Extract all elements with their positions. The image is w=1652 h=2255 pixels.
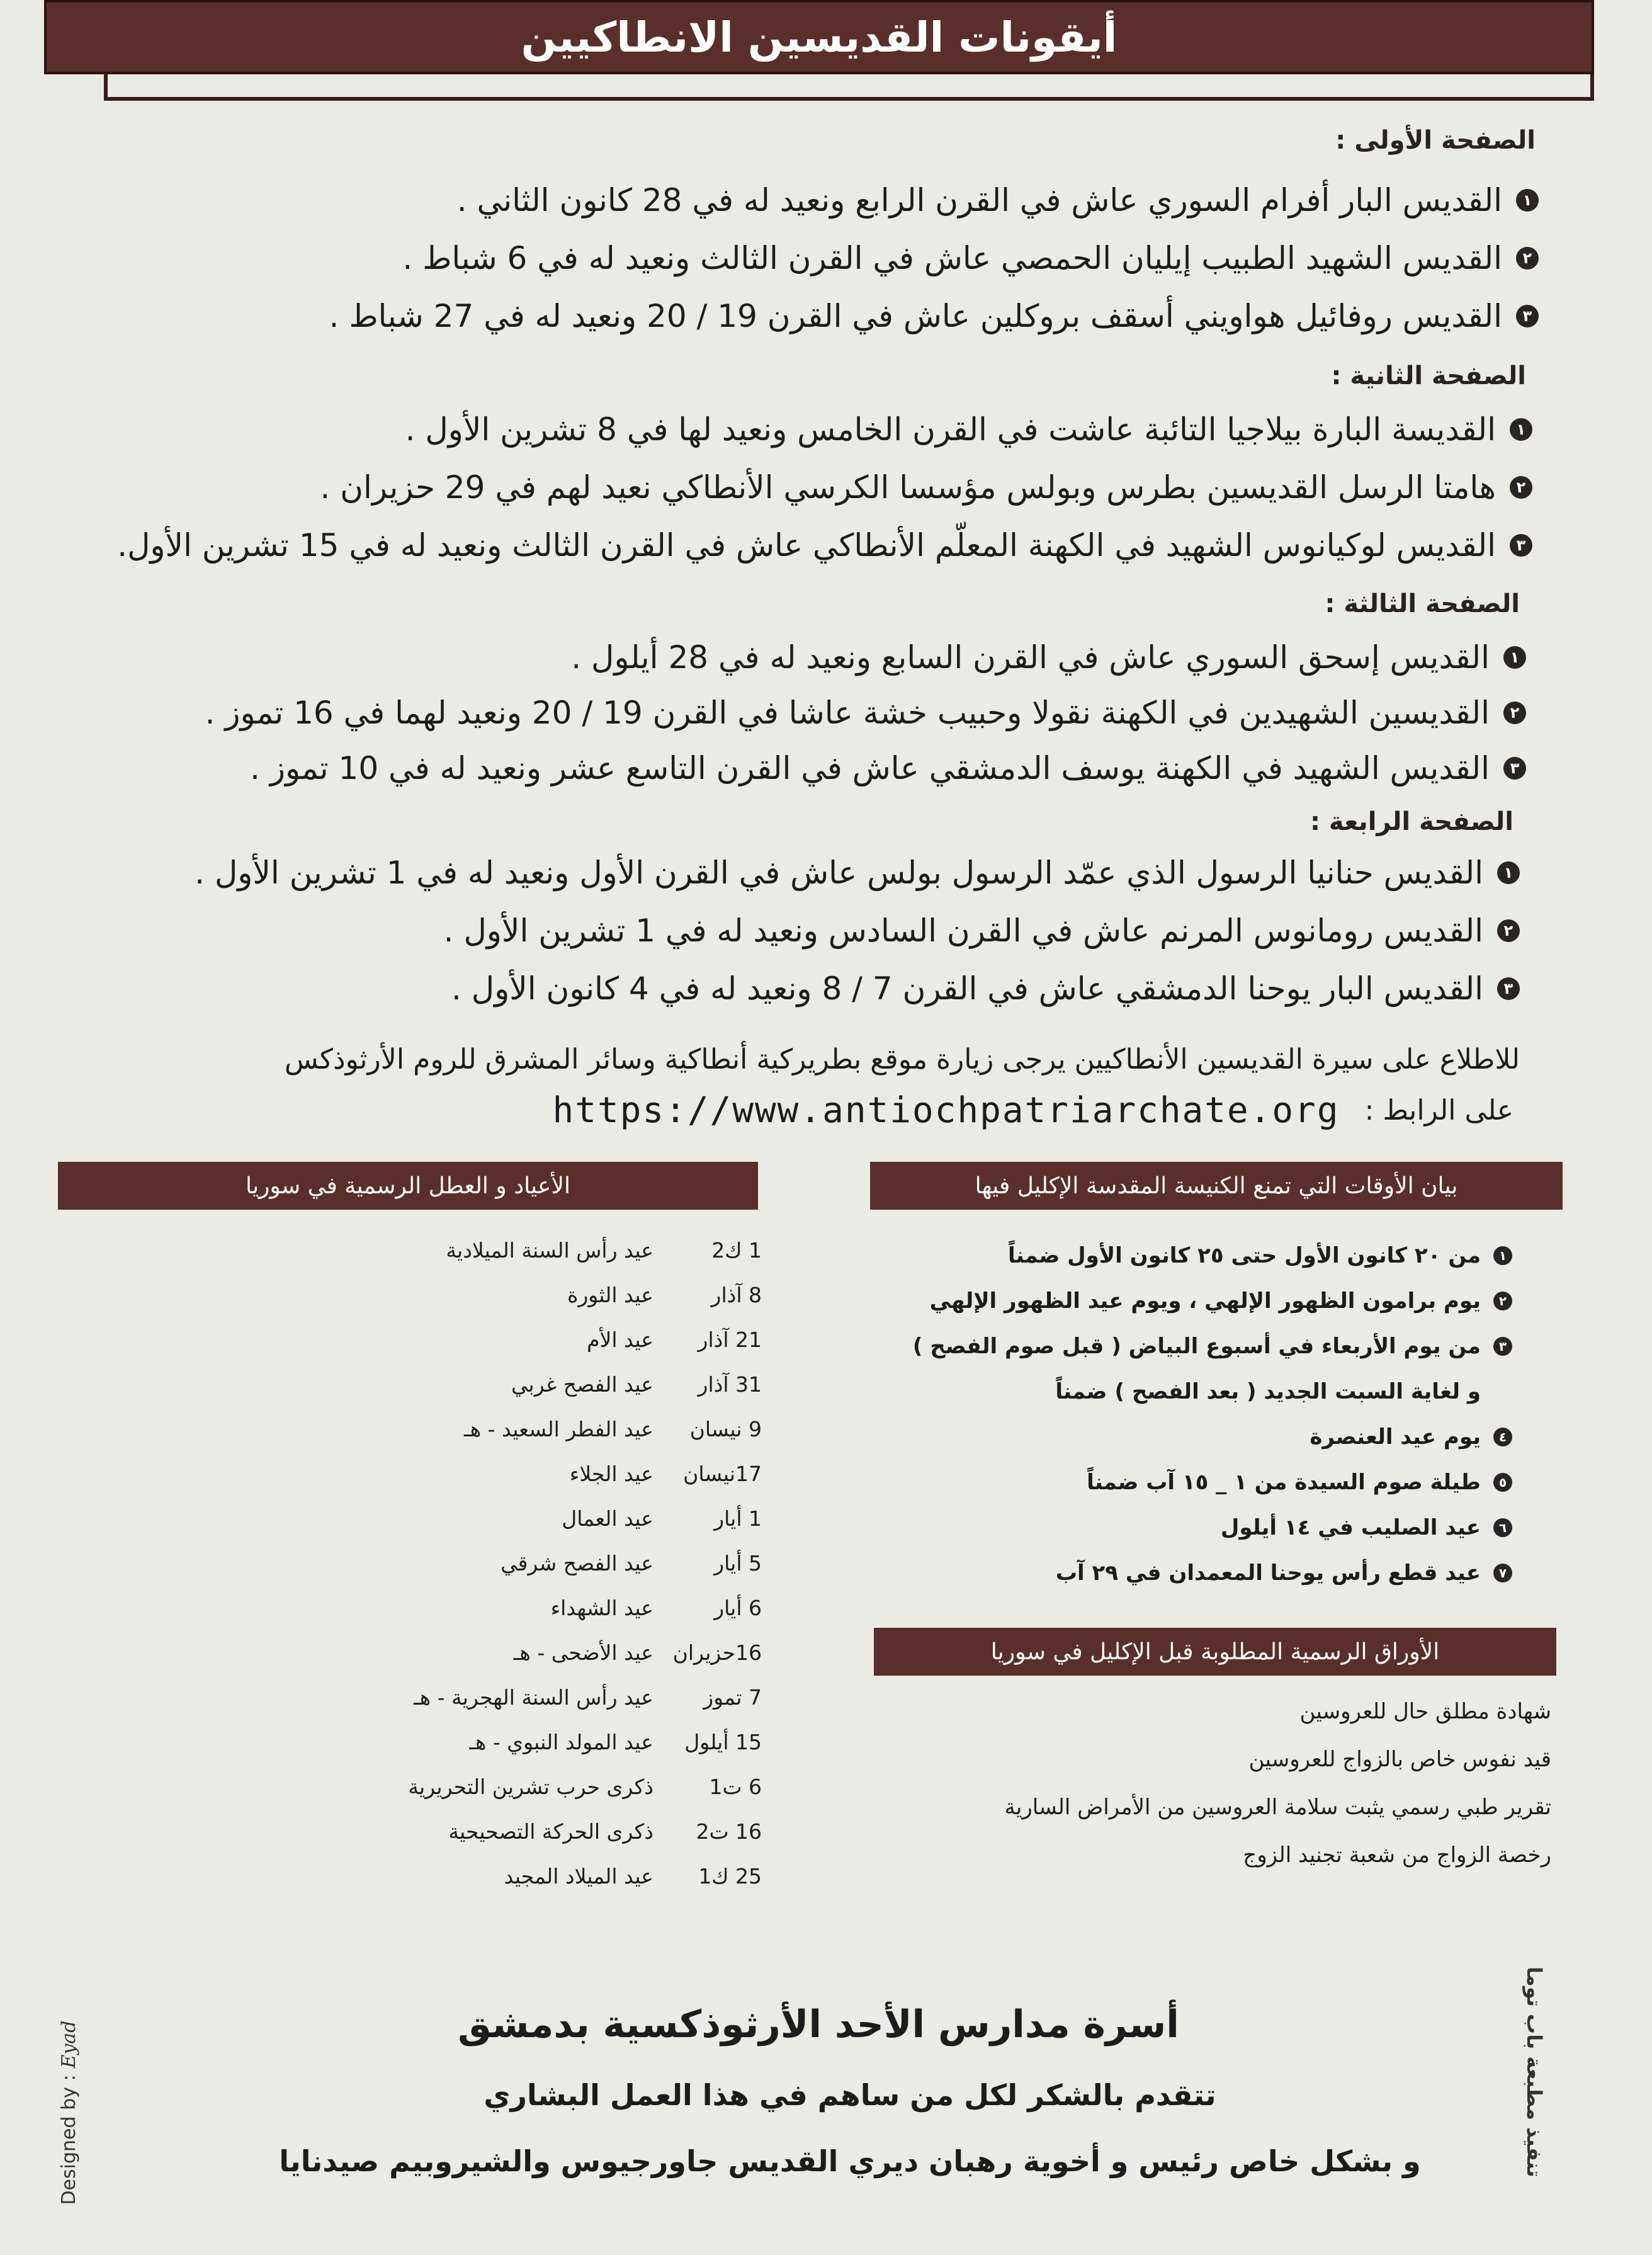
item-text: عيد الصليب في ١٤ أيلول <box>1220 1515 1481 1540</box>
documents-title: الأوراق الرسمية المطلوبة قبل الإكليل في سوريا <box>990 1639 1440 1665</box>
list-item <box>820 1233 1512 1278</box>
wedding-times-list <box>820 1233 1512 1596</box>
holiday-date: 8 آذار <box>711 1283 762 1307</box>
item-text: القديس البار يوحنا الدمشقي عاش في القرن 7 / 8 ونعيد له في 4 كانون الأول . <box>451 970 1483 1007</box>
designed-by-text: Designed by : <box>58 2074 80 2205</box>
page-3-heading: الصفحة الثالثة : <box>1325 589 1520 618</box>
list-item <box>15 741 1526 796</box>
holiday-date: 21 آذار <box>698 1327 762 1352</box>
item-text: القديس البار أفرام السوري عاش في القرن الرابع ونعيد له في 28 كانون الثاني . <box>456 182 1502 219</box>
table-row <box>390 1764 762 1809</box>
wedding-times-title: بيان الأوقات التي تمنع الكنيسة المقدسة الإكليل فيها <box>975 1173 1458 1199</box>
item-text: القديس إسحق السوري عاش في القرن السابع ونعيد له في 28 أيلول . <box>571 639 1490 676</box>
item-text: القديس حنانيا الرسول الذي عمّد الرسول بولس عاش في القرن الأول ونعيد له في 1 تشرين الأول . <box>195 855 1483 891</box>
holiday-name: عيد الميلاد المجيد <box>504 1864 653 1889</box>
list-item <box>9 960 1520 1018</box>
holiday-date: 25 ك1 <box>698 1864 762 1889</box>
footer-org: أسرة مدارس الأحد الأرثوذكسية بدمشق <box>458 2002 1179 2047</box>
table-row <box>390 1854 762 1899</box>
number-badge: ٢ <box>1497 919 1520 942</box>
list-item <box>15 630 1526 685</box>
table-row <box>390 1362 762 1407</box>
number-badge: ٣ <box>1497 977 1520 1000</box>
printed-by: تنفيذ مطبعة باب توما <box>1522 1966 1546 2178</box>
holiday-name: عيد الجلاء <box>569 1462 653 1486</box>
list-item <box>28 171 1539 229</box>
banner-underline <box>104 74 1594 101</box>
number-badge: ١ <box>1493 1246 1512 1265</box>
holiday-name: عيد الفصح شرقي <box>501 1551 653 1576</box>
printer-credit <box>1522 1940 1546 2204</box>
holiday-date: 7 تموز <box>703 1685 762 1710</box>
holiday-date: 1 ك2 <box>711 1238 762 1263</box>
document-item: قيد نفوس خاص بالزواج للعروسين <box>1248 1747 1551 1772</box>
holiday-date: 6 أيار <box>714 1596 762 1620</box>
item-text: من يوم الأربعاء في أسبوع البياض ( قبل صوم الفصح ) <box>912 1334 1481 1359</box>
list-item <box>15 685 1526 741</box>
holiday-date: 1 أيار <box>714 1506 762 1531</box>
page-1-heading: الصفحة الأولى : <box>1335 126 1536 155</box>
number-badge: ٤ <box>1493 1428 1512 1446</box>
table-row <box>390 1496 762 1541</box>
holiday-name: عيد العمال <box>562 1506 653 1531</box>
holiday-name: عيد الثورة <box>567 1283 653 1307</box>
item-text: القديسة البارة بيلاجيا التائبة عاشت في القرن الخامس ونعيد لها في 8 تشرين الأول . <box>405 411 1496 448</box>
holiday-name: عيد الأضحى - هـ <box>513 1640 653 1665</box>
table-row <box>390 1407 762 1451</box>
holiday-date: 16 ت2 <box>696 1819 762 1844</box>
holiday-name: ذكرى حرب تشرين التحريرية <box>408 1775 653 1799</box>
list-item <box>21 458 1532 516</box>
list-item <box>820 1414 1512 1460</box>
holiday-date: 16حزيران <box>672 1640 762 1665</box>
item-text: و لغاية السبت الجديد ( بعد الفصح ) ضمناً <box>1055 1379 1481 1404</box>
item-text: طيلة صوم السيدة من ١ _ ١٥ آب ضمناً <box>1087 1470 1481 1495</box>
table-row <box>390 1586 762 1630</box>
number-badge: ١ <box>1510 418 1532 441</box>
item-text: هامتا الرسل القديسين بطرس وبولس مؤسسا الكرسي الأنطاكي نعيد لهم في 29 حزيران . <box>320 469 1496 506</box>
number-badge: ٢ <box>1516 247 1539 270</box>
designed-by-label <box>58 2014 80 2205</box>
website-link[interactable]: https://www.antiochpatriarchate.org <box>552 1090 1340 1131</box>
table-row <box>390 1228 762 1273</box>
item-text: عيد قطع رأس يوحنا المعمدان في ٢٩ آب <box>1055 1560 1481 1586</box>
item-text: القديس الشهيد الطبيب إيليان الحمصي عاش في القرن الثالث ونعيد له في 6 شباط . <box>402 240 1502 276</box>
item-text: القديس روفائيل هواويني أسقف بروكلين عاش في القرن 19 / 20 ونعيد له في 27 شباط . <box>329 298 1502 334</box>
list-item <box>9 902 1520 960</box>
holiday-name: ذكرى الحركة التصحيحية <box>448 1819 653 1844</box>
page-2-list <box>21 400 1532 574</box>
footer-special: و بشكل خاص رئيس و أخوية رهبان ديري القديس جاورجيوس والشيروبيم صيدنايا <box>279 2144 1421 2178</box>
list-item <box>820 1460 1512 1505</box>
item-text: القديس الشهيد في الكهنة يوسف الدمشقي عاش في القرن التاسع عشر ونعيد له في 10 تموز . <box>250 750 1490 787</box>
holiday-date: 5 أيار <box>714 1551 762 1576</box>
item-text: القديس لوكيانوس الشهيد في الكهنة المعلّم الأنطاكي عاش في القرن الثالث ونعيد له في 15 تشرين الأول. <box>117 527 1496 564</box>
number-badge: ٣ <box>1516 305 1539 327</box>
holiday-name: عيد الأم <box>587 1327 653 1352</box>
holidays-header <box>58 1162 758 1210</box>
holiday-name: عيد الفطر السعيد - هـ <box>464 1417 653 1441</box>
item-text: القديس رومانوس المرنم عاش في القرن السادس ونعيد له في 1 تشرين الأول . <box>443 912 1483 949</box>
wedding-times-header <box>870 1162 1563 1210</box>
table-row <box>390 1675 762 1720</box>
list-item <box>28 287 1539 345</box>
list-item <box>820 1278 1512 1324</box>
list-item <box>28 229 1539 287</box>
number-badge: ١ <box>1503 646 1526 669</box>
info-text: للاطلاع على سيرة القديسين الأنطاكيين يرجى زيارة موقع بطريركية أنطاكية وسائر المشرق للروم الأرثوذكس <box>284 1043 1520 1076</box>
table-row <box>390 1273 762 1317</box>
number-badge: ٣ <box>1493 1337 1512 1356</box>
holiday-date: 6 ت1 <box>709 1775 762 1799</box>
number-badge: ٢ <box>1493 1292 1512 1310</box>
item-text: من ٢٠ كانون الأول حتى ٢٥ كانون الأول ضمناً <box>1008 1243 1481 1268</box>
table-row <box>390 1630 762 1675</box>
list-item <box>820 1505 1512 1550</box>
item-text: يوم برامون الظهور الإلهي ، ويوم عيد الظهور الإلهي <box>929 1288 1481 1314</box>
page-2-heading: الصفحة الثانية : <box>1331 361 1526 390</box>
number-badge: ٦ <box>1493 1518 1512 1537</box>
table-row <box>390 1451 762 1496</box>
holiday-name: عيد رأس السنة الهجرية - هـ <box>414 1685 653 1710</box>
holiday-date: 31 آذار <box>698 1372 762 1397</box>
documents-header <box>874 1628 1556 1676</box>
page-4-heading: الصفحة الرابعة : <box>1310 807 1513 836</box>
holiday-date: 15 أيلول <box>684 1730 762 1754</box>
holiday-name: عيد الفصح غربي <box>511 1372 653 1397</box>
list-item <box>820 1550 1512 1596</box>
page-1-list <box>28 171 1539 345</box>
list-item <box>21 516 1532 574</box>
list-item <box>21 400 1532 458</box>
number-badge: ٢ <box>1503 701 1526 724</box>
holidays-table <box>390 1228 762 1899</box>
document-item: شهادة مطلق حال للعروسين <box>1299 1699 1551 1724</box>
number-badge: ٥ <box>1493 1473 1512 1492</box>
table-row <box>390 1541 762 1586</box>
holiday-date: 17نيسان <box>683 1462 762 1486</box>
info-link-row <box>552 1090 1513 1131</box>
banner-title: أيقونات القديسين الانطاكيين <box>521 13 1117 62</box>
list-item-continued <box>820 1369 1512 1414</box>
link-label: على الرابط : <box>1364 1094 1513 1127</box>
item-text: يوم عيد العنصرة <box>1310 1424 1481 1450</box>
table-row <box>390 1720 762 1764</box>
table-row <box>390 1809 762 1854</box>
page-4-list <box>9 844 1520 1018</box>
list-item <box>820 1324 1512 1369</box>
number-badge: ٣ <box>1503 757 1526 780</box>
item-text: القديسين الشهيدين في الكهنة نقولا وحبيب خشة عاشا في القرن 19 / 20 ونعيد لهما في 16 تموز . <box>205 695 1490 731</box>
number-badge: ٧ <box>1493 1564 1512 1582</box>
number-badge: ٣ <box>1510 534 1532 557</box>
designer-signature: Eyad <box>58 2020 80 2069</box>
list-item <box>9 844 1520 902</box>
designed-by <box>58 1977 80 2242</box>
documents-list <box>859 1688 1551 1879</box>
number-badge: ٢ <box>1510 476 1532 499</box>
holiday-name: عيد المولد النبوي - هـ <box>469 1730 653 1754</box>
number-badge: ١ <box>1516 189 1539 212</box>
document-item: رخصة الزواج من شعبة تجنيد الزوج <box>1243 1843 1551 1868</box>
document-item: تقرير طبي رسمي يثبت سلامة العروسين من الأمراض السارية <box>1004 1795 1551 1820</box>
holiday-name: عيد رأس السنة الميلادية <box>446 1238 653 1263</box>
holiday-date: 9 نيسان <box>689 1417 762 1441</box>
table-row <box>390 1317 762 1362</box>
number-badge: ١ <box>1497 861 1520 884</box>
page-3-list <box>15 630 1526 796</box>
holiday-name: عيد الشهداء <box>550 1596 653 1620</box>
footer-thanks: تتقدم بالشكر لكل من ساهم في هذا العمل البشاري <box>484 2078 1216 2112</box>
holidays-title: الأعياد و العطل الرسمية في سوريا <box>246 1173 570 1199</box>
title-banner <box>44 0 1594 74</box>
